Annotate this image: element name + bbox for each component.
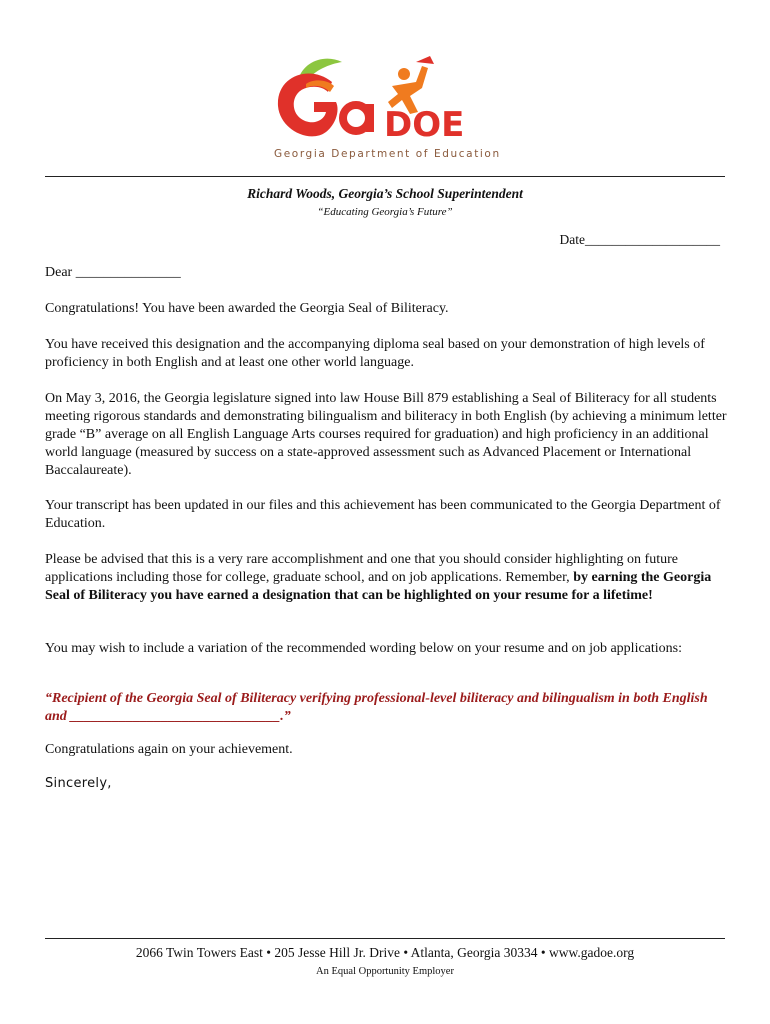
- footer-divider: [45, 938, 725, 939]
- gadoe-logo: [270, 52, 501, 164]
- salutation: Dear _______________: [45, 265, 181, 280]
- closing-sincerely: Sincerely,: [45, 776, 112, 791]
- paragraph-advice: [45, 551, 729, 605]
- footer-eoe: An Equal Opportunity Employer: [316, 966, 454, 977]
- motto: “Educating Georgia’s Future”: [317, 206, 453, 218]
- logo-caption: Georgia Department of Education: [274, 148, 501, 160]
- recommended-wording-quote: “Recipient of the Georgia Seal of Biliteracy verifying professional-level biliteracy and bilingualism in both English and ______________________________.”: [45, 691, 708, 724]
- superintendent-line: Richard Woods, Georgia’s School Superintendent: [247, 186, 523, 201]
- paragraph-congratulations: Congratulations! You have been awarded the Georgia Seal of Biliteracy.: [45, 301, 449, 316]
- advice-emphasis: by earning the Georgia Seal of Biliteracy you have earned a designation that can be highlighted on your resume for a lifetime!: [45, 570, 712, 603]
- header-divider: [45, 176, 725, 177]
- paragraph-closing-congrats: Congratulations again on your achievement.: [45, 742, 293, 757]
- svg-text:DOE: DOE: [384, 105, 465, 145]
- paragraph-resume-wording: You may wish to include a variation of the recommended wording below on your resume and on job applications:: [45, 641, 682, 656]
- footer-address: 2066 Twin Towers East • 205 Jesse Hill Jr. Drive • Atlanta, Georgia 30334 • www.gadoe.org: [135, 945, 635, 960]
- paragraph-designation: You have received this designation and the accompanying diploma seal based on your demonstration of high levels of proficiency in both English and at least one other world language.: [45, 337, 705, 370]
- gadoe-logo-graphic: [270, 52, 485, 152]
- paragraph-transcript: Your transcript has been updated in our files and this achievement has been communicated to the Georgia Department of Education.: [45, 498, 721, 531]
- date-line: Date____________________: [559, 232, 720, 247]
- paragraph-legislation: On May 3, 2016, the Georgia legislature signed into law House Bill 879 establishing a Seal of Biliteracy for all students meeting rigorous standards and demonstrating bilingualism and biliteracy in both English (by achieving a minimum letter grade “B” average on all English Language Arts courses required for graduation) and high proficiency in an additional world language (measured by success on a state-approved assessment such as Advanced Placement or International Baccalaureate).: [45, 391, 727, 478]
- advice-text: Please be advised that this is a very rare accomplishment and one that you should consider highlighting on future applications including those for college, graduate school, and on job applications. Remember,: [45, 552, 678, 585]
